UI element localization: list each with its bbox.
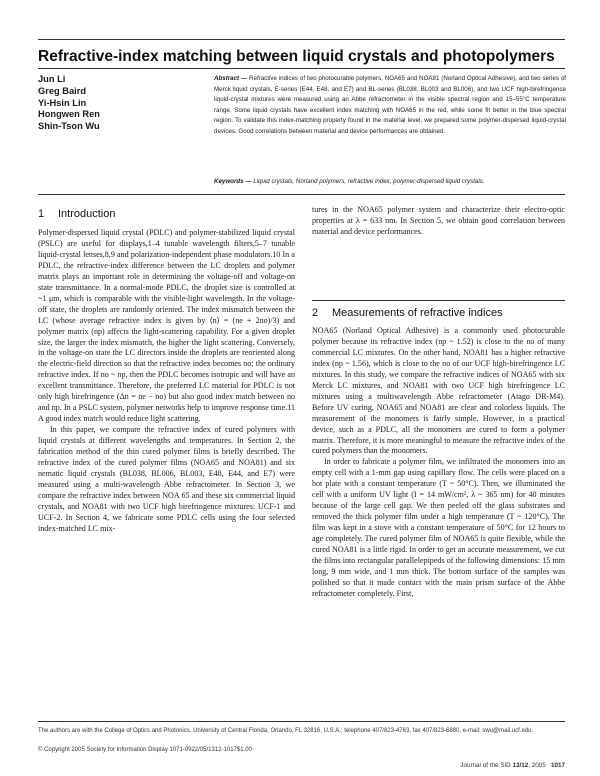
section-number: 2 <box>312 307 319 319</box>
copyright-line: © Copyright 2005 Society for Information Display 1071-0922/05/1312-1017$1.00 <box>38 747 252 753</box>
section-number: 1 <box>38 208 45 220</box>
page-footer: Journal of the SID 13/12, 2005 1017 <box>460 762 565 769</box>
abstract-rule <box>38 194 565 195</box>
author-name: Greg Baird <box>38 85 87 96</box>
author-name: Shin-Tson Wu <box>38 121 100 132</box>
paragraph: In this paper, we compare the refractive index of cured polymers with liquid crystals at different wavelengths and temperatures. In Section 2, the fabrication method of the thin cured polymer films is briefly described. The refractive index of the cured polymer films (NOA65 and NOA81) and six nematic liquid crystals (BL038, BL006, BL003, E48, E44, and E7) were measured using a multi-wavelength Abbe refractometer. In Section 3, we compare the refractive index between NOA 65 and these six commercial liquid crystals, and NOA81 with two UCF high birefringence mixtures: UCF-1 and UCF-2. In Section 4, we fabricate some PDLC cells using the four selected index-matched LC mix- <box>38 425 295 533</box>
top-rule <box>38 39 565 40</box>
abstract-text: Refractive indices of two photocurable polymers, NOA65 and NOA81 (Norland Optical Adhesive), and two series of Merck liquid crystals, E-series (E44, E48, and E7) and BL-series (BL038, BL003 and BL006), and two UCF high-birefringence liquid-crystal mixtures were measured using an Abbe refractometer in the visible spectral region and 15–55°C temperature range. Some liquid crystals have excellent index matching with NOA65 in the red, while some fit better in the blue spectral region. To validate this index-matching property found in the material level, we prepared some polymer-dispersed liquid-crystal devices. Good correlations between material and device performances are obtained. <box>214 75 566 135</box>
section-heading-introduction <box>38 208 115 220</box>
abstract-label: Abstract — <box>214 75 248 82</box>
section-title: Introduction <box>58 208 116 220</box>
paper-title: Refractive-index matching between liquid crystals and photopolymers <box>38 48 555 65</box>
author-name: Yi-Hsin Lin <box>38 97 87 108</box>
journal-name: Journal of the SID <box>460 762 511 769</box>
author-name: Hongwen Ren <box>38 109 100 120</box>
paragraph: tures in the NOA65 polymer system and characterize their electro-optic properties at λ = 633 nm. In Section 5, we obtain good correlation between material and device performances. <box>312 205 565 236</box>
paragraph: In order to fabricate a polymer film, we infiltrated the monomers into an empty cell with a 1-mm gap using capillary flow. The cells were placed on a hot plate with a constant temperature (T ~ 50°C). Then, we illuminated the cell with a uniform UV light (I = 14 mW/cm², λ ~ 365 nm) for 40 minutes because of the large cell gap. We then peeled off the glass substrates and removed the thick polymer film under a high temperature (T ~ 120°C). The film was kept in a stove with a constant temperature of 50°C for 12 hours to age completely. The cured polymer film of NOA65 is quite flexible, while the cured NOA81 is a little rigid. In order to get an accurate measurement, we cut the films into rectangular parallelepipeds of the following dimensions: 15 mm long, 9 mm wide, and 1 mm thick. The bottom surface of the samples was polished so that it made contact with the main prism surface of the Abbe refractometer completely. First, <box>312 457 565 598</box>
keywords-text: Liquid crystals, Norland polymers, refractive index, polymer-dispersed liquid crystals. <box>253 178 485 185</box>
author-name: Jun Li <box>38 74 66 84</box>
journal-volume: 13/12 <box>512 762 529 769</box>
section-title: Measurements of refractive indices <box>332 307 503 319</box>
footnote-rule <box>38 721 565 722</box>
section-rule <box>312 300 565 301</box>
paragraph: Polymer-dispersed liquid crystal (PDLC) and polymer-stabilized liquid crystal (PSLC) are useful for displays,1–4 tunable wavelength filters,5–7 tunable liquid-crystal lenses,8,9 and polarization-independent phase modulators.10 In a PDLC, the refractive-index difference between the LC droplets and polymer matrix plays an important role in determining the voltage-off and voltage-on state transmittance. In a normal-mode PDLC, the droplet size is controlled at ~1 μm, which is comparable with the visible-light wavelength. In the voltage-off state, the droplets are randomly oriented. The index mismatch between the LC (whose average refractive index is given by ⟨n⟩ = (ne + 2no)/3) and polymer matrix (np) affects the light-scattering capability. For a given droplet size, the larger the index mismatch, the higher the light scattering. Conversely, in the voltage-on state the LC directors inside the droplets are reoriented along the electric-field direction so that the refractive index becomes no; the ordinary refractive index. If no ~ np, then the PDLC becomes isotropic and will have an excellent transmittance. Therefore, the preferred LC material for PDLC is not only high birefringence (Δn = ne − no) but also good index match between no and np. In a PSLC system, polymer networks help to improve response time.11 A good index match would reduce light scattering. <box>38 228 295 424</box>
paragraph: NOA65 (Norland Optical Adhesive) is a commonly used photocurable polymer because its refractive index (np ~ 1.52) is close to the no of many commercial LC mixtures. On the other hand, NOA81 has a higher refractive index (np ~ 1.56), which is close to the no of our UCF high-birefringence LC mixtures. In this study, we compare the refractive indices of NOA65 with six Merck LC mixtures, and NOA81 with two UCF high birefringence LC mixtures using a multiwavelength Abbe refractometer (Atago DR-M4). Before UV curing, NOA65 and NOA81 are clear and colorless liquids. The measurement of the monomers is fairly simple. However, in a practical device, such as a PDLC, all the monomers are cured to form a polymer matrix. Therefore, it is more meaningful to measure the refractive index of the cured polymers than the monomers. <box>312 326 565 456</box>
keywords <box>214 177 566 187</box>
section-heading-measurements <box>312 307 503 319</box>
measurements-body <box>312 326 565 600</box>
journal-year: 2005 <box>531 762 546 769</box>
introduction-continuation <box>312 205 565 238</box>
keywords-label: Keywords — <box>214 178 252 185</box>
introduction-body <box>38 228 295 535</box>
page-number: 1017 <box>550 762 565 769</box>
author-affiliation-footnote: The authors are with the College of Optics and Photonics, University of Central Florida, Orlando, FL 32816, U.S.A.; telephone 407/823-4763, fax 407/823-6880, e-mail: swu@mail.ucf.edu. <box>38 728 534 734</box>
abstract <box>214 74 566 137</box>
title-rule <box>38 68 565 69</box>
author-list <box>38 74 198 133</box>
